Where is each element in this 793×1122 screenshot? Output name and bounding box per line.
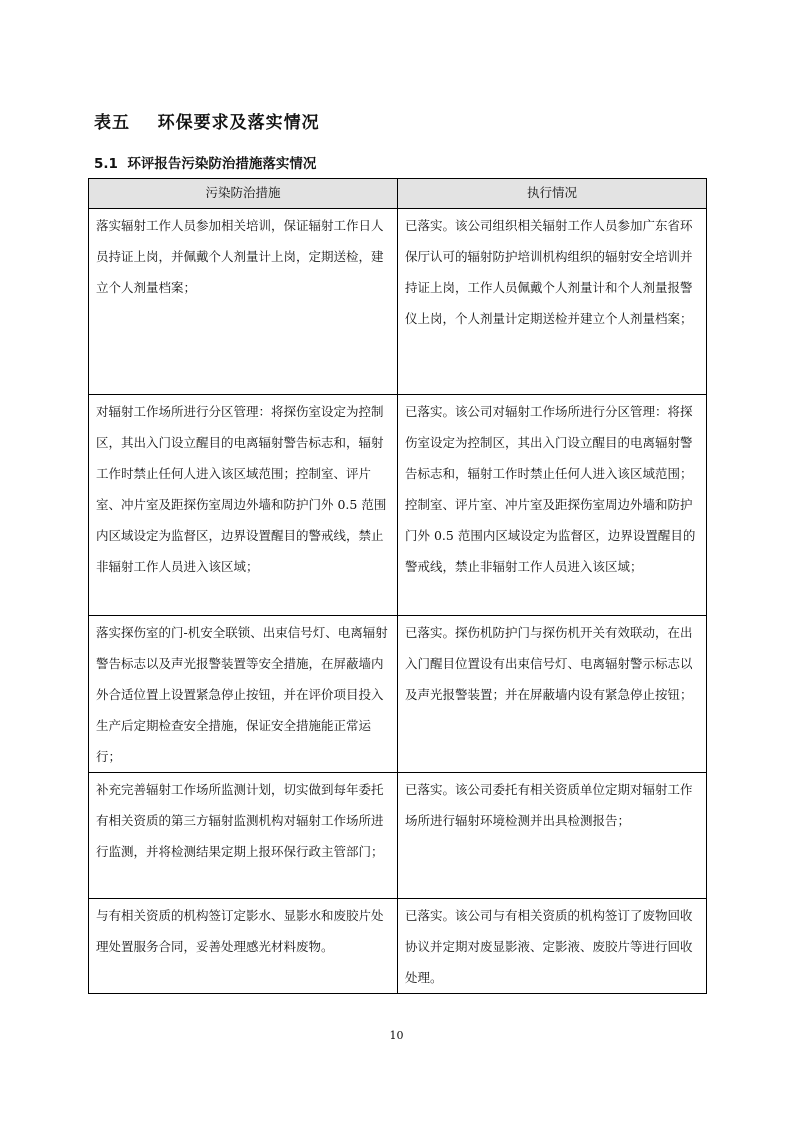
status-cell: 已落实。该公司组织相关辐射工作人员参加广东省环保厅认可的辐射防护培训机构组织的辐射安全培训并持证上岗，工作人员佩戴个人剂量计和个人剂量报警仪上岗，个人剂量计定期送检并建立个人剂量档案； (398, 209, 707, 395)
measures-table (88, 178, 707, 994)
measure-cell: 对辐射工作场所进行分区管理：将探伤室设定为控制区，其出入门设立醒目的电离辐射警告标志和，辐射工作时禁止任何人进入该区域范围；控制室、评片室、冲片室及距探伤室周边外墙和防护门外 0.5 范围内区域设定为监督区，边界设置醒目的警戒线，禁止非辐射工作人员进入该区域； (89, 395, 398, 616)
table-row (89, 773, 707, 899)
status-cell: 已落实。探伤机防护门与探伤机开关有效联动，在出入门醒目位置设有出束信号灯、电离辐射警示标志以及声光报警装置；并在屏蔽墙内设有紧急停止按钮； (398, 616, 707, 773)
measure-cell: 落实辐射工作人员参加相关培训，保证辐射工作日人员持证上岗，并佩戴个人剂量计上岗，定期送检，建立个人剂量档案； (89, 209, 398, 395)
table-row (89, 209, 707, 395)
measure-cell: 与有相关资质的机构签订定影水、显影水和废胶片处理处置服务合同，妥善处理感光材料废物。 (89, 899, 398, 994)
status-cell: 已落实。该公司委托有相关资质单位定期对辐射工作场所进行辐射环境检测并出具检测报告； (398, 773, 707, 899)
column-header-status: 执行情况 (398, 179, 707, 209)
measure-cell: 补充完善辐射工作场所监测计划，切实做到每年委托有相关资质的第三方辐射监测机构对辐射工作场所进行监测，并将检测结果定期上报环保行政主管部门； (89, 773, 398, 899)
status-cell: 已落实。该公司与有相关资质的机构签订了废物回收协议并定期对废显影液、定影液、废胶片等进行回收处理。 (398, 899, 707, 994)
measure-cell: 落实探伤室的门-机安全联锁、出束信号灯、电离辐射警告标志以及声光报警装置等安全措施，在屏蔽墙内外合适位置上设置紧急停止按钮，并在评价项目投入生产后定期检查安全措施，保证安全措施能正常运行； (89, 616, 398, 773)
table-header-row (89, 179, 707, 209)
column-header-measure: 污染防治措施 (89, 179, 398, 209)
table-row (89, 616, 707, 773)
table-row (89, 899, 707, 994)
page-title: 表五 环保要求及落实情况 (94, 113, 320, 133)
section-title: 5.1 环评报告污染防治措施落实情况 (94, 156, 317, 172)
status-cell: 已落实。该公司对辐射工作场所进行分区管理：将探伤室设定为控制区，其出入门设立醒目的电离辐射警告标志和，辐射工作时禁止任何人进入该区域范围；控制室、评片室、冲片室及距探伤室周边外墙和防护门外 0.5 范围内区域设定为监督区，边界设置醒目的警戒线，禁止非辐射工作人员进入该区域； (398, 395, 707, 616)
table-row (89, 395, 707, 616)
page-number: 10 (389, 1029, 404, 1042)
